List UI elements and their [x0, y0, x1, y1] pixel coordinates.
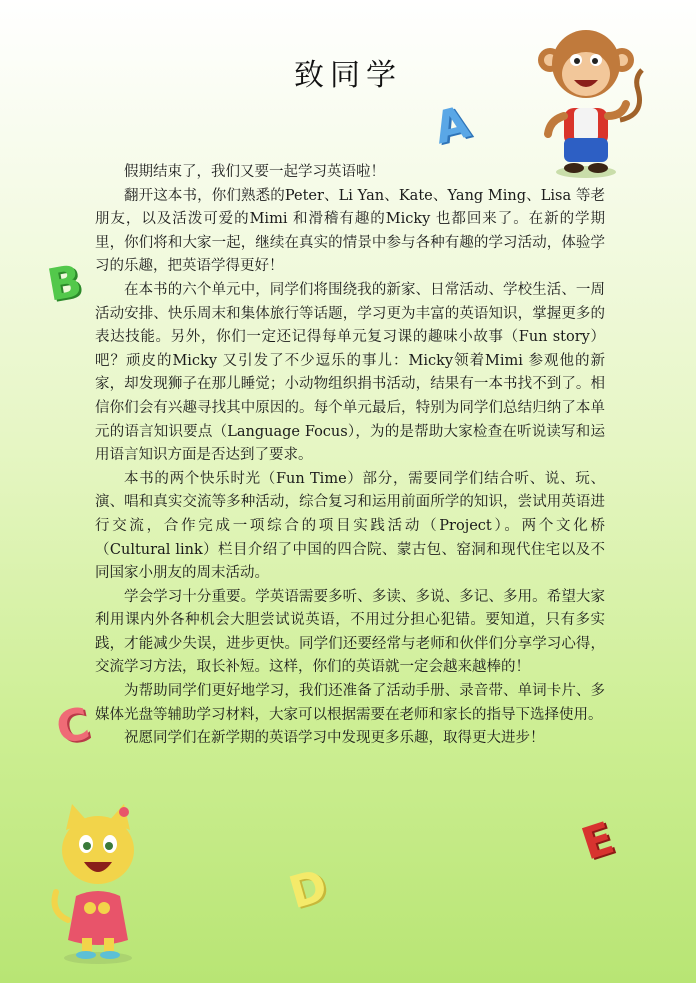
decorative-letter-e: E: [575, 812, 621, 871]
decorative-letter-d: D: [283, 859, 333, 920]
paragraph-materials: 为帮助同学们更好地学习，我们还准备了活动手册、录音带、单词卡片、多媒体光盘等辅助学习材料，大家可以根据需要在老师和家长的指导下选择使用。: [95, 683, 605, 723]
paragraph-learning: 学会学习十分重要。学英语需要多听、多读、多说、多记、多用。希望大家利用课内外各种机会大胆尝试说英语，不用过分担心犯错。要知道，只有多实践，才能减少失误，进步更快。同学们还要经常与老师和伙伴们分享学习心得，交流学习方法，取长补短。这样，你们的英语就一定会越来越棒的！: [95, 588, 605, 676]
paragraph-fun-time: 本书的两个快乐时光（Fun Time）部分，需要同学们结合听、说、玩、演、唱和真实交流等多种活动，综合复习和运用前面所学的知识，尝试用英语进行交流，合作完成一项综合的项目实践活动（Project）。两个文化桥（Cultural link）栏目介绍了中国的四合院、蒙古包、窑洞和现代住宅以及不同国家小朋友的周末活动。: [95, 470, 605, 582]
decorative-letter-b: B: [43, 255, 86, 312]
decorative-letter-c: C: [51, 698, 95, 755]
decorative-letter-a: A: [429, 96, 475, 155]
paragraph-wishes: 祝愿同学们在新学期的英语学习中发现更多乐趣，取得更大进步！: [124, 730, 545, 747]
page-title: 致同学: [294, 58, 402, 93]
paragraph-characters: 翻开这本书，你们熟悉的Peter、Li Yan、Kate、Yang Ming、Lisa 等老朋友，以及活泼可爱的Mimi 和滑稽有趣的Micky 也都回来了。在新的学期里，你们将和大家一起，继续在真实的情景中参与各种有趣的学习活动，体验学习的乐趣，把英语学得更好！: [95, 187, 605, 275]
monkey-illustration: [520, 20, 650, 180]
letter-body: [95, 161, 605, 751]
cat-illustration: [48, 800, 148, 965]
paragraph-units: 在本书的六个单元中，同学们将围绕我的新家、日常活动、学校生活、一周活动安排、快乐周末和集体旅行等话题，学习更为丰富的英语知识，掌握更多的表达技能。另外，你们一定还记得每单元复习课的趣味小故事（Fun story）吧？顽皮的Micky 又引发了不少逗乐的事儿：Micky领着Mimi 参观他的新家，却发现狮子在那儿睡觉；小动物组织捐书活动，结果有一本书找不到了。相信你们会有兴趣寻找其中原因的。每个单元最后，特别为同学们总结归纳了本单元的语言知识要点（Language Focus），为的是帮助大家检查在听说读写和运用语言知识方面是否达到了要求。: [95, 281, 605, 464]
paragraph-greeting: 假期结束了，我们又要一起学习英语啦！: [124, 164, 385, 180]
